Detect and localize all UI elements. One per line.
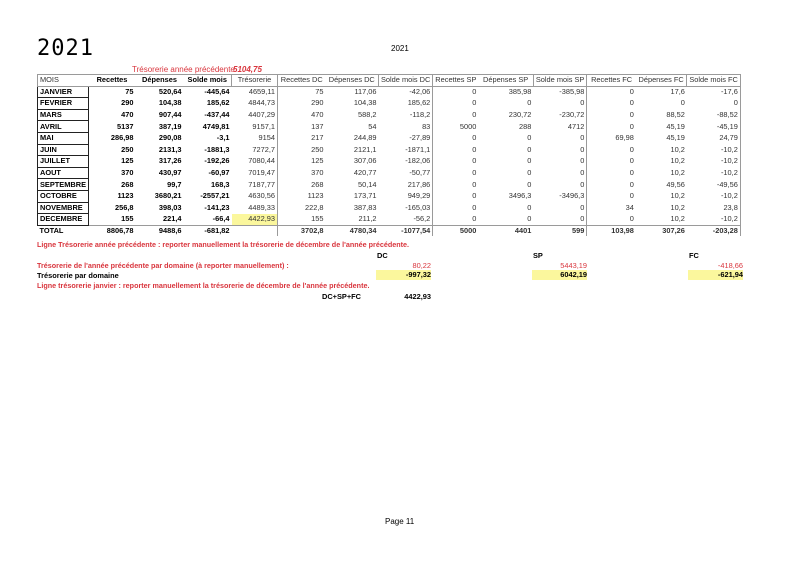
value-cell: 0 [472, 156, 477, 166]
value-cell: 3702,8 [278, 225, 326, 236]
year-title: 2021 [37, 36, 94, 61]
value-cell: 217,86 [379, 179, 433, 191]
month-cell: JANVIER [38, 86, 89, 98]
value-cell: 49,56 [666, 179, 685, 189]
value-cell: -66,4 [212, 214, 230, 224]
col-header: Dépenses [136, 75, 184, 87]
value-cell: 385,98 [508, 87, 532, 97]
value-cell: 88,52 [666, 110, 685, 120]
value-cell: 4659,11 [232, 86, 278, 98]
treasury-table [37, 74, 741, 236]
header-row [38, 75, 741, 87]
value-cell: -2557,21 [200, 191, 230, 201]
table-row [38, 179, 741, 191]
value-cell: 173,71 [353, 191, 377, 201]
value-cell: 1123 [117, 191, 134, 201]
prev-fc-value: -418,66 [717, 261, 743, 270]
value-cell: 155 [311, 214, 324, 224]
note-january: Ligne trésorerie janvier : reporter manuellement la trésorerie de décembre de l'année précédente. [37, 281, 370, 290]
value-cell: 0 [533, 156, 586, 168]
table-row [38, 98, 741, 110]
value-cell: 222,8 [305, 202, 324, 212]
value-cell: 0 [472, 110, 477, 120]
value-cell: 0 [629, 214, 634, 224]
value-cell: -230,72 [533, 109, 586, 121]
value-cell: -1881,3 [204, 144, 230, 154]
value-cell: 0 [629, 121, 634, 131]
year-header: 2021 [391, 44, 409, 53]
value-cell: 104,38 [353, 98, 377, 108]
value-cell: 185,62 [206, 98, 230, 108]
value-cell: 75 [125, 87, 134, 97]
dom-dc-value: -997,32 [376, 270, 431, 280]
value-cell: 83 [379, 121, 433, 133]
value-cell: -10,2 [687, 144, 740, 156]
value-cell: -385,98 [533, 86, 586, 98]
value-cell: 387,19 [158, 121, 182, 131]
value-cell: 8806,78 [89, 225, 136, 236]
col-header: Trésorerie [232, 75, 278, 87]
value-cell: 4489,33 [232, 202, 278, 214]
value-cell: 268 [311, 179, 324, 189]
total-row [38, 225, 741, 236]
value-cell: 4422,93 [232, 214, 278, 226]
month-cell: NOVEMBRE [38, 202, 89, 214]
value-cell: 10,2 [670, 168, 685, 178]
value-cell: -10,2 [687, 190, 740, 202]
value-cell: 10,2 [670, 144, 685, 154]
col-header: Solde mois SP [533, 75, 586, 87]
value-cell: 2121,1 [353, 144, 377, 154]
value-cell: 0 [472, 168, 477, 178]
value-cell: 9157,1 [232, 121, 278, 133]
value-cell: 0 [629, 110, 634, 120]
prev-treasury-label: Trésorerie année précédente [132, 65, 235, 74]
value-cell: 0 [629, 191, 634, 201]
value-cell: 949,29 [379, 190, 433, 202]
dc-header: DC [377, 251, 388, 260]
value-cell: 0 [527, 214, 532, 224]
value-cell: 7187,77 [232, 179, 278, 191]
value-cell: 588,2 [358, 110, 377, 120]
value-cell: 0 [629, 98, 634, 108]
value-cell: -165,03 [379, 202, 433, 214]
col-header: MOIS [38, 75, 89, 87]
value-cell: -42,06 [379, 86, 433, 98]
value-cell: 1123 [307, 191, 324, 201]
value-cell: 470 [121, 110, 134, 120]
value-cell: -437,44 [204, 110, 230, 120]
col-header: Solde mois [184, 75, 232, 87]
value-cell: 290 [311, 98, 324, 108]
col-header: Dépenses SP [478, 75, 533, 87]
value-cell: 75 [315, 87, 324, 97]
value-cell: 99,7 [167, 179, 182, 189]
value-cell: 230,72 [508, 110, 532, 120]
value-cell: 221,4 [163, 214, 182, 224]
table-row [38, 121, 741, 133]
value-cell [232, 225, 278, 236]
sum-value: 4422,93 [404, 292, 431, 301]
value-cell: 0 [527, 98, 532, 108]
value-cell: 370 [121, 168, 134, 178]
table-row [38, 202, 741, 214]
value-cell: 0 [472, 179, 477, 189]
value-cell: 0 [527, 156, 532, 166]
value-cell: -3496,3 [533, 190, 586, 202]
value-cell: -203,28 [687, 225, 740, 236]
value-cell: 24,79 [687, 132, 740, 144]
value-cell: 0 [533, 202, 586, 214]
prev-treasury-value: 5104,75 [233, 65, 262, 74]
value-cell: -182,06 [379, 156, 433, 168]
value-cell: 0 [472, 87, 477, 97]
value-cell: 5137 [117, 121, 134, 131]
value-cell: 45,19 [666, 121, 685, 131]
value-cell: 256,8 [115, 202, 134, 212]
value-cell: -3,1 [216, 133, 230, 143]
value-cell: 288 [519, 121, 532, 131]
value-cell: -50,77 [379, 167, 433, 179]
value-cell: 9488,6 [136, 225, 184, 236]
value-cell: 155 [121, 214, 134, 224]
value-cell: 307,06 [353, 156, 377, 166]
prev-by-domain-label: Trésorerie de l'année précédente par domaine (à reporter manuellement) : [37, 261, 289, 270]
value-cell: 125 [311, 156, 324, 166]
month-cell: SEPTEMBRE [38, 179, 89, 191]
value-cell: 50,14 [358, 179, 377, 189]
value-cell: 10,2 [670, 156, 685, 166]
col-header: Dépenses DC [326, 75, 379, 87]
value-cell: 370 [311, 168, 324, 178]
value-cell: 387,83 [353, 202, 377, 212]
value-cell: 0 [629, 87, 634, 97]
value-cell: 0 [533, 98, 586, 110]
value-cell: 3680,21 [154, 191, 182, 201]
value-cell: 0 [629, 179, 634, 189]
table-row [38, 190, 741, 202]
table-row [38, 214, 741, 226]
value-cell: 69,98 [615, 133, 634, 143]
col-header: Solde mois FC [687, 75, 740, 87]
value-cell: 907,44 [158, 110, 182, 120]
value-cell: 137 [311, 121, 324, 131]
value-cell: 4630,56 [232, 190, 278, 202]
col-header: Recettes SP [433, 75, 479, 87]
value-cell: -10,2 [687, 167, 740, 179]
table-row [38, 109, 741, 121]
value-cell: 0 [527, 179, 532, 189]
col-header: Recettes FC [587, 75, 636, 87]
value-cell: 4401 [478, 225, 533, 236]
value-cell: 286,98 [110, 133, 134, 143]
value-cell: 0 [629, 156, 634, 166]
value-cell: 17,6 [670, 87, 685, 97]
fc-header: FC [689, 251, 699, 260]
value-cell: 54 [368, 121, 377, 131]
value-cell: -192,26 [204, 156, 230, 166]
value-cell: 0 [533, 214, 586, 226]
value-cell: 2131,3 [158, 144, 182, 154]
sp-header: SP [533, 251, 543, 260]
value-cell: 0 [527, 133, 532, 143]
note-prev-year: Ligne Trésorerie année précédente : reporter manuellement la trésorerie de décembre de l'année précédente. [37, 240, 410, 249]
value-cell: 0 [472, 202, 477, 212]
value-cell: 599 [533, 225, 586, 236]
value-cell: 168,3 [211, 179, 230, 189]
value-cell: 4407,29 [232, 109, 278, 121]
value-cell: 250 [121, 144, 134, 154]
month-cell: JUIN [38, 144, 89, 156]
value-cell: 0 [533, 179, 586, 191]
value-cell: 211,2 [358, 214, 377, 224]
value-cell: 244,89 [353, 133, 377, 143]
value-cell: 4844,73 [232, 98, 278, 110]
value-cell: 317,26 [158, 156, 182, 166]
value-cell: 4712 [533, 121, 586, 133]
value-cell: 0 [472, 214, 477, 224]
value-cell: -27,89 [379, 132, 433, 144]
value-cell: 398,03 [158, 202, 182, 212]
month-cell: DECEMBRE [38, 214, 89, 226]
value-cell: 0 [527, 202, 532, 212]
value-cell: 268 [121, 179, 134, 189]
value-cell: 10,2 [670, 214, 685, 224]
value-cell: 4780,34 [326, 225, 379, 236]
table-row [38, 167, 741, 179]
value-cell: 0 [533, 132, 586, 144]
value-cell: 7272,7 [232, 144, 278, 156]
value-cell: 0 [472, 144, 477, 154]
table-row [38, 156, 741, 168]
value-cell: 0 [533, 144, 586, 156]
value-cell: 34 [625, 202, 634, 212]
col-header: Recettes [89, 75, 136, 87]
dom-fc-value: -621,94 [688, 270, 743, 280]
value-cell: 9154 [232, 132, 278, 144]
value-cell: -49,56 [687, 179, 740, 191]
value-cell: 0 [472, 133, 477, 143]
table-row [38, 86, 741, 98]
value-cell: 0 [472, 191, 477, 201]
value-cell: 0 [527, 144, 532, 154]
value-cell: 125 [121, 156, 134, 166]
value-cell: 5000 [459, 121, 477, 131]
sum-label: DC+SP+FC [322, 292, 362, 301]
month-cell: MAI [38, 132, 89, 144]
value-cell: -56,2 [379, 214, 433, 226]
col-header: Recettes DC [278, 75, 326, 87]
month-cell: AOUT [38, 167, 89, 179]
dom-sp-value: 6042,19 [532, 270, 587, 280]
value-cell: 10,2 [670, 191, 685, 201]
value-cell: 103,98 [587, 225, 636, 236]
table-row [38, 132, 741, 144]
value-cell: -17,6 [687, 86, 740, 98]
value-cell: 23,8 [687, 202, 740, 214]
month-cell: AVRIL [38, 121, 89, 133]
prev-sp-value: 5443,19 [560, 261, 587, 270]
value-cell: 104,38 [158, 98, 182, 108]
value-cell: -141,23 [204, 202, 230, 212]
value-cell: 0 [527, 168, 532, 178]
value-cell: -1077,54 [379, 225, 433, 236]
month-cell: MARS [38, 109, 89, 121]
value-cell: -681,82 [184, 225, 232, 236]
by-domain-label: Trésorerie par domaine [37, 271, 119, 280]
col-header: Dépenses FC [636, 75, 687, 87]
prev-dc-value: 80,22 [412, 261, 431, 270]
value-cell: -1871,1 [379, 144, 433, 156]
value-cell: 7080,44 [232, 156, 278, 168]
value-cell: 45,19 [666, 133, 685, 143]
value-cell: 290,08 [158, 133, 182, 143]
month-cell: OCTOBRE [38, 190, 89, 202]
table-row [38, 144, 741, 156]
month-cell: FEVRIER [38, 98, 89, 110]
value-cell: 470 [311, 110, 324, 120]
value-cell: -45,19 [687, 121, 740, 133]
value-cell: 0 [629, 168, 634, 178]
col-header: Solde mois DC [379, 75, 433, 87]
value-cell: 5000 [433, 225, 479, 236]
value-cell: 307,26 [636, 225, 687, 236]
value-cell: 250 [311, 144, 324, 154]
value-cell: 217 [311, 133, 324, 143]
value-cell: 10,2 [670, 202, 685, 212]
value-cell: -88,52 [687, 109, 740, 121]
value-cell: -10,2 [687, 156, 740, 168]
value-cell: 420,77 [353, 168, 377, 178]
value-cell: 290 [121, 98, 134, 108]
month-cell: JUILLET [38, 156, 89, 168]
value-cell: -445,64 [204, 87, 230, 97]
value-cell: -118,2 [379, 109, 433, 121]
value-cell: -60,97 [208, 168, 230, 178]
value-cell: 185,62 [379, 98, 433, 110]
value-cell: 520,64 [158, 87, 182, 97]
value-cell: 117,06 [354, 87, 377, 97]
value-cell: 0 [533, 167, 586, 179]
month-cell: TOTAL [38, 225, 89, 236]
value-cell: 0 [472, 98, 477, 108]
value-cell: 0 [629, 144, 634, 154]
page-number: Page 11 [385, 517, 415, 526]
value-cell: 3496,3 [508, 191, 532, 201]
value-cell: 0 [687, 98, 740, 110]
value-cell: -10,2 [687, 214, 740, 226]
value-cell: 4749,81 [202, 121, 230, 131]
value-cell: 430,97 [158, 168, 182, 178]
value-cell: 0 [680, 98, 685, 108]
value-cell: 7019,47 [232, 167, 278, 179]
